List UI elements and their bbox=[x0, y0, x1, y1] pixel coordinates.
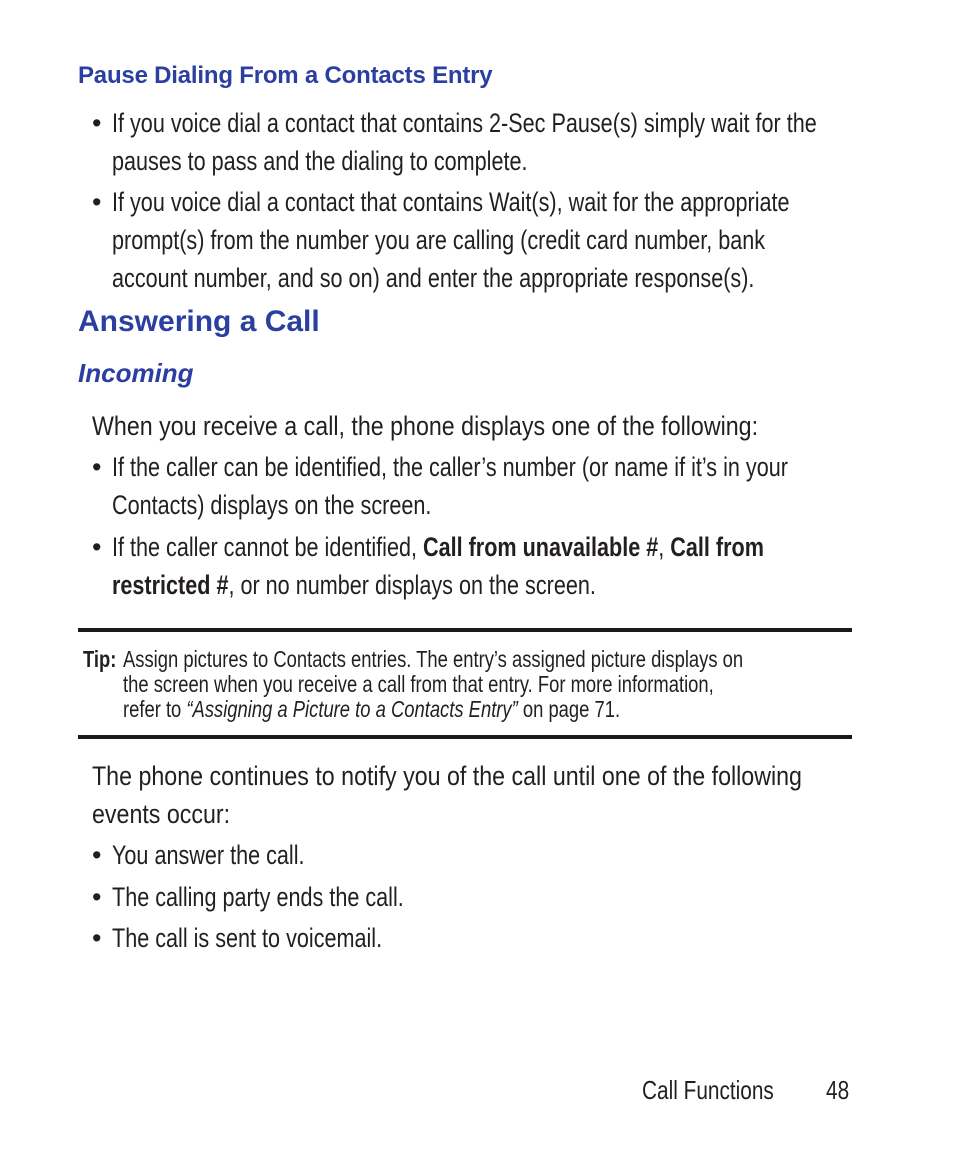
bullet-marker: • bbox=[92, 532, 102, 562]
caller-unavailable-label: Call from unavailable # bbox=[423, 532, 659, 562]
caller-restricted-label: Call from bbox=[670, 532, 764, 562]
notify-text: events occur: bbox=[92, 799, 231, 829]
list-item-text: pauses to pass and the dialing to complete. bbox=[112, 146, 528, 176]
tip-bottom-rule bbox=[78, 735, 852, 739]
bullet-marker: • bbox=[92, 187, 102, 217]
list-item-text: The calling party ends the call. bbox=[112, 882, 404, 912]
intro-text: When you receive a call, the phone displays one of the following: bbox=[92, 411, 759, 441]
tip-text: on page 71. bbox=[517, 696, 621, 722]
list-item-text: Contacts) displays on the screen. bbox=[112, 490, 432, 520]
tip-text: the screen when you receive a call from that entry. For more information, bbox=[123, 671, 714, 697]
tip-label: Tip: bbox=[83, 646, 117, 672]
list-item-text: , or no number displays on the screen. bbox=[228, 570, 596, 600]
section-heading-pause-dialing: Pause Dialing From a Contacts Entry bbox=[78, 62, 493, 89]
caller-restricted-label-cont: restricted # bbox=[112, 570, 229, 600]
tip-top-rule bbox=[78, 628, 852, 632]
list-item-text: The call is sent to voicemail. bbox=[112, 923, 383, 953]
page-number: 48 bbox=[826, 1075, 850, 1105]
tip-label-wrap bbox=[83, 647, 125, 672]
list-item-text: prompt(s) from the number you are calling (credit card number, bank bbox=[112, 225, 766, 255]
section-heading-answering-call: Answering a Call bbox=[78, 305, 320, 338]
tip-line bbox=[123, 672, 861, 697]
subheading-incoming: Incoming bbox=[78, 358, 194, 388]
list-item-text: You answer the call. bbox=[112, 840, 305, 870]
list-item-text: If you voice dial a contact that contains 2-Sec Pause(s) simply wait for the bbox=[112, 108, 817, 138]
tip-text: Assign pictures to Contacts entries. The entry’s assigned picture displays on bbox=[123, 646, 744, 672]
list-item-text: account number, and so on) and enter the appropriate response(s). bbox=[112, 263, 755, 293]
separator-text: , bbox=[658, 532, 671, 562]
tip-line bbox=[123, 697, 744, 722]
footer-section-title-wrap bbox=[642, 1075, 807, 1106]
bullet-marker: • bbox=[92, 923, 102, 953]
bullet-marker: • bbox=[92, 882, 102, 912]
tip-line bbox=[123, 647, 898, 672]
tip-text: refer to bbox=[123, 696, 187, 722]
list-item-text: If you voice dial a contact that contains Wait(s), wait for the appropriate bbox=[112, 187, 790, 217]
footer-section-title: Call Functions bbox=[642, 1075, 774, 1105]
notify-text: The phone continues to notify you of the call until one of the following bbox=[92, 761, 802, 791]
bullet-marker: • bbox=[92, 452, 102, 482]
tip-cross-reference: “Assigning a Picture to a Contacts Entry” bbox=[186, 696, 518, 722]
list-item-text: If the caller can be identified, the caller’s number (or name if it’s in your bbox=[112, 452, 788, 482]
bullet-marker: • bbox=[92, 840, 102, 870]
list-item-text: If the caller cannot be identified, bbox=[112, 532, 423, 562]
bullet-marker: • bbox=[92, 108, 102, 138]
footer-page-number-wrap bbox=[826, 1075, 855, 1106]
intro-paragraph bbox=[92, 407, 866, 445]
